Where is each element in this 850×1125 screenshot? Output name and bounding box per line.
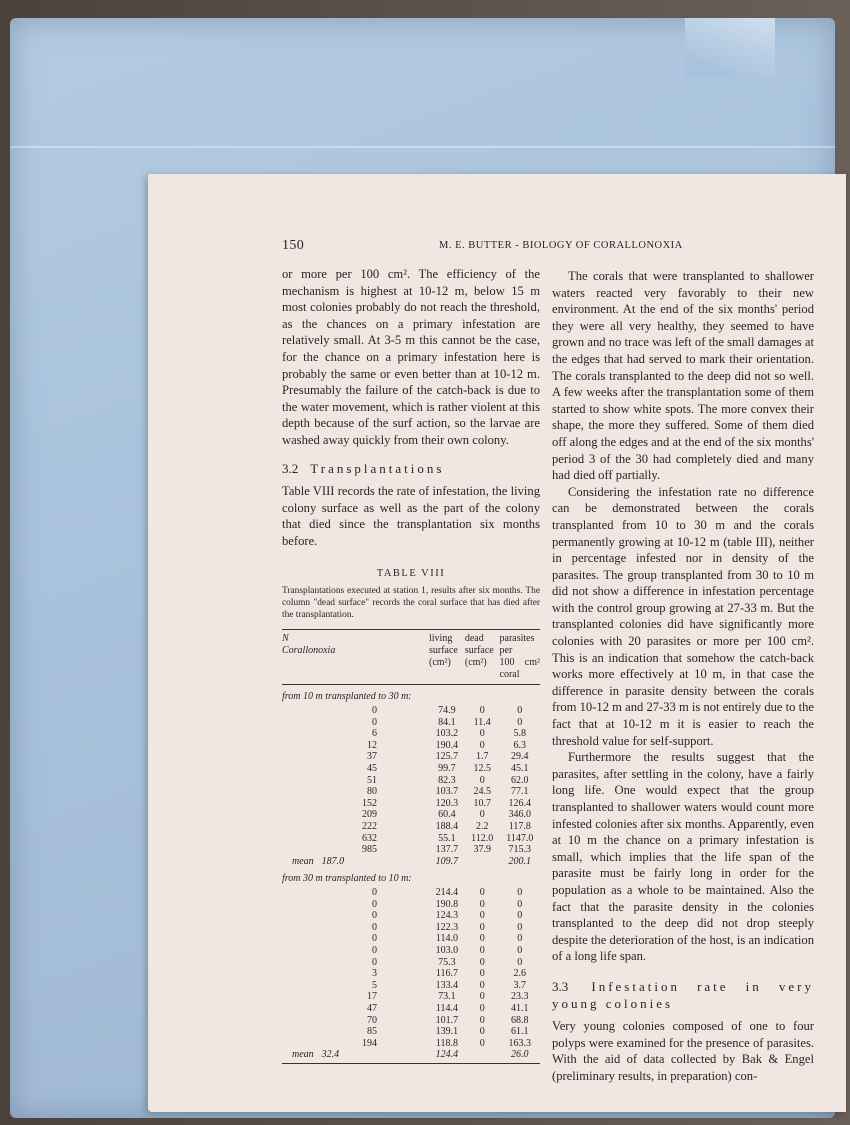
table-cell: 103.7 <box>435 786 459 798</box>
mean-n-cell <box>282 856 429 868</box>
table-cell: 0 <box>479 739 485 751</box>
table-cell: 137.7 <box>435 844 459 856</box>
table-row <box>282 899 540 911</box>
table-group-label: from 30 m transplanted to 10 m: <box>282 873 412 885</box>
table-cell: 37 <box>367 751 377 763</box>
table-cell: 0 <box>479 979 485 991</box>
table-cell: 0 <box>479 1037 485 1049</box>
table-cell: 5.8 <box>513 728 526 740</box>
table-cell: 117.8 <box>508 821 531 833</box>
table-row <box>282 809 540 821</box>
table-cell: 0 <box>517 898 523 910</box>
table-group-10-to-30 <box>282 685 540 867</box>
table-cell: 61.1 <box>511 1026 529 1038</box>
mean-value: 187.0 <box>321 855 345 867</box>
table-cell: 0 <box>372 898 377 910</box>
table-row <box>282 933 540 945</box>
table-cell: 124.3 <box>435 910 459 922</box>
table-cell: 82.3 <box>438 774 456 786</box>
table-cell: 80 <box>367 786 377 798</box>
table-cell: 12 <box>367 739 377 751</box>
table-cell: 190.4 <box>435 739 459 751</box>
table-cell: 1.7 <box>475 751 489 763</box>
table-row <box>282 844 540 856</box>
table-cell: 0 <box>479 774 485 786</box>
table-cell: 114.0 <box>435 933 458 945</box>
table-mean-row <box>282 856 540 868</box>
table-row <box>282 775 540 787</box>
table-cell: 0 <box>517 716 523 728</box>
table-row <box>282 717 540 729</box>
table-cell: 112.0 <box>471 832 494 844</box>
table-row <box>282 798 540 810</box>
mean-value: 32.4 <box>321 1049 340 1061</box>
table-cell: 0 <box>372 921 377 933</box>
section-title: Infestation rate in very young colonies <box>552 978 814 1011</box>
table-cell: 0 <box>517 910 523 922</box>
table-cell: 0 <box>517 705 523 717</box>
table-group-30-to-10 <box>282 867 540 1063</box>
header-parasites-per-100: parasites per 100 cm² coral <box>500 630 540 685</box>
table-cell: 0 <box>517 933 523 945</box>
table-cell: 11.4 <box>473 716 491 728</box>
folder-torn-corner <box>685 18 775 78</box>
mean-cell: 26.0 <box>500 1049 540 1063</box>
table-cell: 68.8 <box>511 1014 529 1026</box>
table-cell: 3 <box>372 968 377 980</box>
section-number: 3.3 <box>552 978 569 994</box>
mean-cell: 109.7 <box>435 855 459 867</box>
table-row <box>282 821 540 833</box>
table-row <box>282 1003 540 1015</box>
table-row <box>282 833 540 845</box>
table-note: Transplantations executed at station 1, results after six months. The column "dead surface" records the coral surface that has died after the transplantation. <box>282 586 540 620</box>
table-cell: 10.7 <box>473 797 491 809</box>
table-cell: 116.7 <box>435 968 458 980</box>
table-cell: 45 <box>367 763 377 775</box>
table-cell: 0 <box>479 898 485 910</box>
running-head <box>282 238 812 256</box>
table-cell: 99.7 <box>438 763 456 775</box>
table-cell: 0 <box>372 705 377 717</box>
mean-cell: 200.1 <box>508 855 531 867</box>
table-cell: 188.4 <box>435 821 459 833</box>
table-cell: 75.3 <box>438 956 456 968</box>
table-cell: 60.4 <box>438 809 456 821</box>
table-cell: 0 <box>479 933 485 945</box>
table-cell: 0 <box>479 921 485 933</box>
table-cell: 222 <box>362 821 377 833</box>
table-cell: 41.1 <box>511 1002 529 1014</box>
table-cell: 0 <box>479 1014 485 1026</box>
table-cell: 152 <box>362 797 377 809</box>
table-cell: 114.4 <box>435 1002 458 1014</box>
table-cell: 0 <box>479 809 485 821</box>
table-cell: 0 <box>479 705 485 717</box>
table-cell: 163.3 <box>508 1037 531 1049</box>
table-row <box>282 922 540 934</box>
table-cell: 0 <box>517 956 523 968</box>
table-cell: 0 <box>479 968 485 980</box>
mean-cell <box>465 856 500 868</box>
table-cell: 12.5 <box>473 763 491 775</box>
table-cell: 0 <box>372 933 377 945</box>
folder-crease <box>10 146 835 148</box>
right-paragraph-4: Very young colonies composed of one to four polyps were examined for the presence of parasites. With the aid of data collected by Bak & Engel (preliminary results, in preparation) con- <box>552 1019 814 1083</box>
table-cell: 120.3 <box>435 797 459 809</box>
table-cell: 23.3 <box>511 991 529 1003</box>
table-row <box>282 740 540 752</box>
table-cell: 0 <box>372 956 377 968</box>
table-row <box>282 1038 540 1050</box>
table-group-label: from 10 m transplanted to 30 m: <box>282 691 412 703</box>
table-cell: 715.3 <box>508 844 531 856</box>
right-paragraph-1: The corals that were transplanted to shallower waters reacted very favorably to their new environment. At the end of the six months' period they were all very healthy, they seemed to have grown and no trace was left of the small damages at the edges that had served to mark their orientation. The corals transplanted to the deep did not so well. A few weeks after the transplantation some of them started to show white spots. The more convex their shape, the more they suffered. Some of them died off along the edges and at the end of the six months' period 3 of the 30 had completely died and many had died off partially. <box>552 269 814 483</box>
table-cell: 103.2 <box>435 728 459 740</box>
document-page <box>148 174 846 1112</box>
table-row <box>282 705 540 717</box>
table-viii <box>282 629 540 1063</box>
mean-n-cell <box>282 1049 429 1063</box>
right-paragraph-3: Furthermore the results suggest that the parasites, after settling in the colony, have a fairly long life. One would expect that the group transplanted to shallower waters would count more infested colonies after six months. Apparently, even at 10 m the chance on a primary infestation is small, which implies that the life span of the parasite must be fairly long in order for the population as a whole to be maintained. Also the fact that the parasite density in the colonies transplanted to the deep did not drop steeply despite the deterioration of the host, is an indication of a long life span. <box>552 750 814 964</box>
mean-cell <box>465 1049 500 1063</box>
table-row <box>282 968 540 980</box>
table-cell: 209 <box>362 809 377 821</box>
table-row <box>282 957 540 969</box>
table-cell: 0 <box>372 886 377 898</box>
table-cell: 55.1 <box>438 832 456 844</box>
table-cell: 125.7 <box>435 751 459 763</box>
running-title: M. E. BUTTER - BIOLOGY OF CORALLONOXIA <box>439 240 683 251</box>
table-cell: 0 <box>479 728 485 740</box>
table-row <box>282 728 540 740</box>
table-cell: 0 <box>479 944 485 956</box>
table-cell: 85 <box>367 1026 377 1038</box>
page-number: 150 <box>282 238 305 253</box>
table-cell: 1147.0 <box>506 832 534 844</box>
table-cell: 2.2 <box>475 821 489 833</box>
table-cell: 0 <box>479 956 485 968</box>
table-cell: 5 <box>372 979 377 991</box>
table-cell: 0 <box>479 1026 485 1038</box>
table-cell: 133.4 <box>435 979 459 991</box>
table-cell: 24.5 <box>473 786 491 798</box>
table-cell: 214.4 <box>435 886 459 898</box>
table-cell: 2.6 <box>513 968 526 980</box>
table-cell: 0 <box>372 716 377 728</box>
table-cell: 0 <box>479 1002 485 1014</box>
table-row <box>282 763 540 775</box>
table-caption: TABLE VIII <box>376 567 446 579</box>
table-row <box>282 786 540 798</box>
section-heading-3-2 <box>282 461 540 478</box>
table-cell: 190.8 <box>435 898 459 910</box>
left-column <box>282 266 540 1064</box>
table-cell: 6.3 <box>513 739 526 751</box>
table-cell: 77.1 <box>511 786 529 798</box>
table-row <box>282 910 540 922</box>
table-cell: 3.7 <box>513 979 526 991</box>
table-header-row <box>282 630 540 685</box>
table-cell: 346.0 <box>508 809 531 821</box>
table-row <box>282 1015 540 1027</box>
table-mean-row <box>282 1049 540 1063</box>
table-cell: 0 <box>372 910 377 922</box>
header-living-surface: living surface (cm²) <box>429 630 465 685</box>
table-cell: 37.9 <box>473 844 491 856</box>
table-cell: 118.8 <box>435 1037 458 1049</box>
table-cell: 45.1 <box>511 763 529 775</box>
right-column <box>552 268 814 1085</box>
table-row <box>282 991 540 1003</box>
section-heading-3-3 <box>552 979 814 1012</box>
table-cell: 29.4 <box>511 751 529 763</box>
table-row <box>282 887 540 899</box>
header-n-corallonoxia: N Corallonoxia <box>282 630 429 685</box>
table-row <box>282 980 540 992</box>
table-cell: 47 <box>367 1002 377 1014</box>
table-cell: 17 <box>367 991 377 1003</box>
left-paragraph-1: or more per 100 cm². The efficiency of the mechanism is highest at 10-12 m, below 15 m most colonies probably do not reach the threshold, as the chances on a primary infestation are relatively small. At 3-5 m this cannot be the case, for the chance on a primary infestation here is probably the same or even better than at 10-12 m. Presumably the failure of the catch-back is due to the water movement, which is rather violent at this depth because of the surf action, so the larvae are washed away quickly from their own colony. <box>282 267 540 447</box>
section-title: Transplantations <box>310 460 445 476</box>
table-cell: 62.0 <box>511 774 529 786</box>
mean-label: mean <box>292 855 314 867</box>
table-cell: 103.0 <box>435 944 459 956</box>
table-cell: 74.9 <box>438 705 456 717</box>
table-cell: 51 <box>367 774 377 786</box>
left-paragraph-2: Table VIII records the rate of infestation, the living colony surface as well as the part of the colony that died since the transplantation six months before. <box>282 484 540 548</box>
mean-cell: 124.4 <box>429 1049 465 1063</box>
table-cell: 84.1 <box>438 716 456 728</box>
header-dead-surface: dead surface (cm²) <box>465 630 500 685</box>
table-cell: 0 <box>517 886 523 898</box>
table-cell: 0 <box>479 910 485 922</box>
table-cell: 70 <box>367 1014 377 1026</box>
table-cell: 0 <box>479 886 485 898</box>
table-cell: 194 <box>362 1037 377 1049</box>
table-cell: 632 <box>362 832 377 844</box>
table-cell: 0 <box>479 991 485 1003</box>
table-cell: 126.4 <box>508 797 531 809</box>
right-paragraph-2: Considering the infestation rate no difference can be demonstrated between the corals transplanted from 10 to 30 m and the corals permanently growing at 10-12 m (table III), neither in percentage infested nor in density of the parasites. The group transplanted from 30 to 10 m did not show a difference in infestation percentage with the control group growing at 27-33 m. But the transplanted colonies did have significantly more colonies with 20 parasites or more per 100 cm². This is an indication that somehow the catch-back works more effectively at 10 m, in that case the difference in parasite density between the corals from 10-12 m and 27-33 m is not entirely due to the fact that at 10-12 m it is easier to reach the threshold value for self-support. <box>552 484 814 748</box>
table-row <box>282 751 540 763</box>
table-cell: 73.1 <box>438 991 456 1003</box>
table-cell: 0 <box>517 944 523 956</box>
table-cell: 101.7 <box>435 1014 459 1026</box>
section-number: 3.2 <box>282 460 299 476</box>
table-cell: 0 <box>372 944 377 956</box>
table-cell: 985 <box>362 844 377 856</box>
table-cell: 122.3 <box>435 921 459 933</box>
mean-label: mean <box>292 1049 314 1061</box>
table-row <box>282 1026 540 1038</box>
table-cell: 0 <box>517 921 523 933</box>
table-cell: 139.1 <box>435 1026 459 1038</box>
table-cell: 6 <box>372 728 377 740</box>
table-row <box>282 945 540 957</box>
